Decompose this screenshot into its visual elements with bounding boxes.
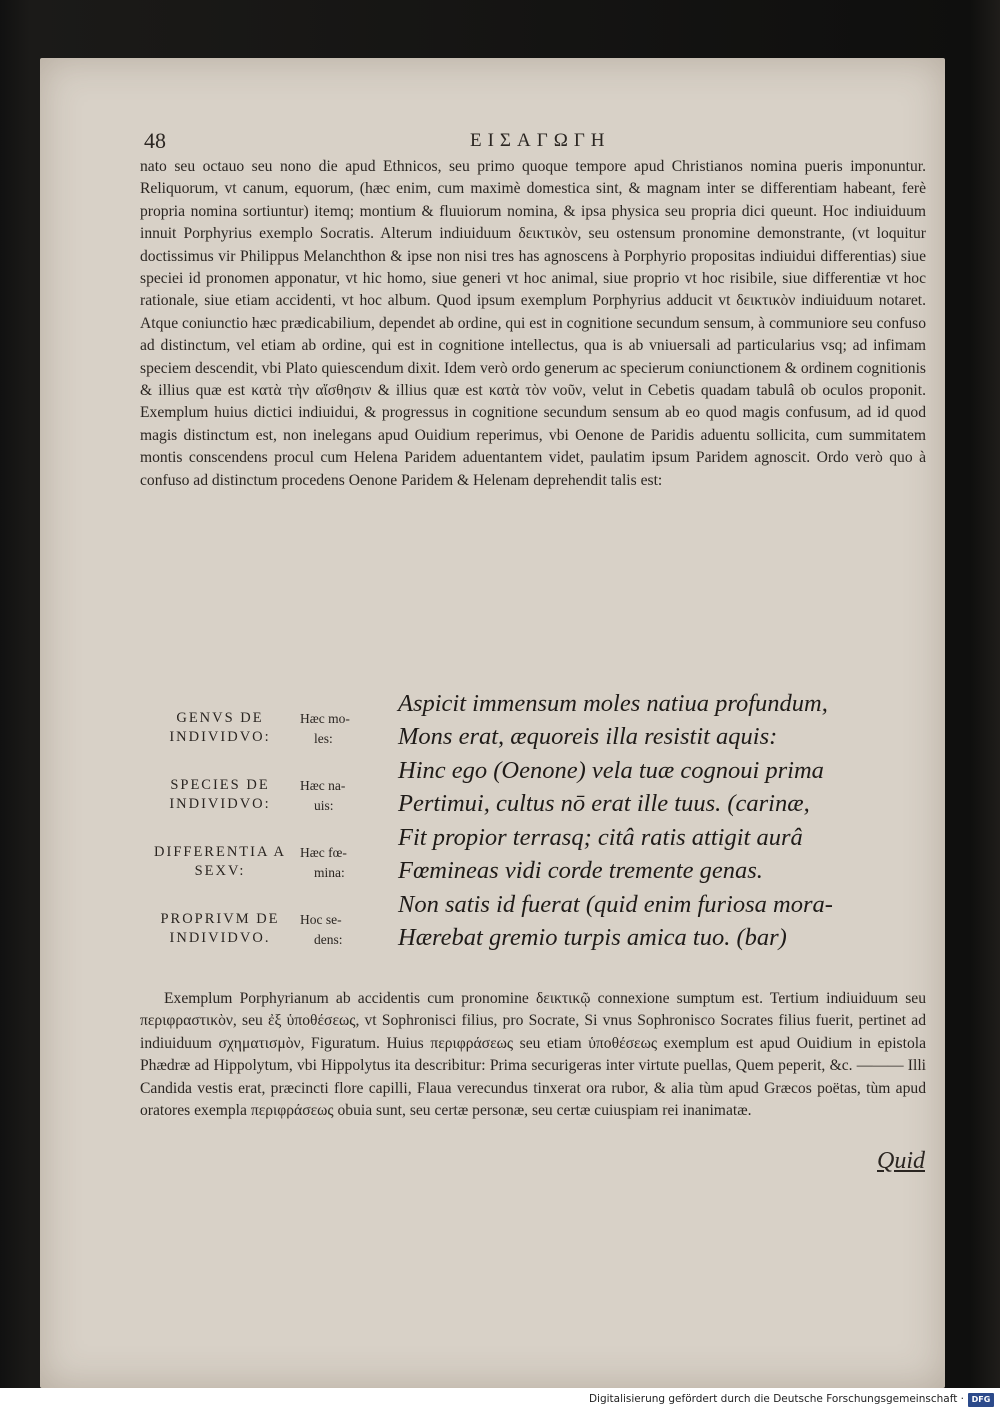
verse-line: Fœmineas vidi corde tremente genas.: [398, 857, 763, 884]
verse-subject-part-a: Hæc mo-: [300, 711, 350, 726]
verse-line: Aspicit immensum moles natiua profundum,: [398, 690, 828, 717]
footer-bar: [0, 1388, 1000, 1412]
verse-label: SPECIES DE INDIVIDVO:: [169, 777, 271, 812]
book-page: [40, 58, 945, 1388]
verse-subject: [300, 910, 392, 950]
running-title: ΕΙΣΑΓΩΓΗ: [470, 130, 611, 151]
verse-table: [140, 683, 926, 951]
verse-row-differentia: [140, 817, 926, 884]
verse-line: Pertimui, cultus nō erat ille tuus. (carinæ,: [398, 790, 810, 817]
verse-line: Non satis id fuerat (quid enim furiosa mora-: [398, 891, 833, 918]
verse-subject-part-b: les:: [314, 731, 333, 746]
verse-subject: [300, 776, 392, 816]
verse-subject-part-a: Hoc se-: [300, 912, 342, 927]
verse-line: Mons erat, æquoreis illa resistit aquis:: [398, 723, 778, 750]
verse-row-proprium: [140, 884, 926, 951]
verse-row-species: [140, 750, 926, 817]
verse-subject-part-b: dens:: [314, 932, 343, 947]
verse-line: Hærebat gremio turpis amica tuo. (bar): [398, 924, 787, 951]
verse-row-genus: [140, 683, 926, 750]
verse-lines: [398, 821, 928, 887]
verse-subject-part-a: Hæc fœ-: [300, 845, 347, 860]
verse-subject-part-a: Hæc na-: [300, 778, 346, 793]
verse-lines: [398, 888, 928, 954]
verse-lines: [398, 754, 928, 820]
catchword: Quid: [877, 1148, 925, 1174]
verse-label: DIFFERENTIA A SEXV:: [154, 844, 286, 879]
verse-subject: [300, 843, 392, 883]
verse-line: Fit propior terrasq; citâ ratis attigit aurâ: [398, 824, 803, 851]
page-text-block: [140, 58, 925, 1388]
verse-subject-part-b: mina:: [314, 865, 345, 880]
verse-label: GENVS DE INDIVIDVO:: [169, 710, 271, 745]
footer-credit-text: Digitalisierung gefördert durch die Deutsche Forschungsgemeinschaft ·: [588, 1393, 964, 1405]
running-head: [140, 128, 925, 158]
body-paragraph: nato seu octauo seu nono die apud Ethnicos, seu primo quoque tempore apud Christianos nomina pueris imponuntur. Reliquorum, vt canum, equorum, (hæc enim, cum maximè domestica sint, & magnam inter se differentiam habeant, ferè propria nomina sortiuntur) itemq; montium & fluuiorum nomina, & ipsa physica seu propria dici queunt. Hoc indiuiduum innuit Porphyrius exemplo Socratis. Alterum indiuiduum δεικτικὸν, seu ostensum pronomine demonstrante, (vt loquitur doctissimus vir Philippus Melanchthon & ipse non nisi tres has agnoscens à Porphyrio propositas indiuidui differentias) siue speciei id pronomen apponatur, vt hic homo, siue generi vt hoc animal, siue proprio vt hoc risibile, siue differentiæ vt hoc rationale, siue etiam accidenti, vt hoc album. Quod ipsum exemplum Porphyrius adducit vt δεικτικὸν indiuiduum notaret. Atque coniunctio hæc prædicabilium, dependet ab ordine, qui est in cognitione secundum sensum, à communiore seu confuso ad distinctum, vel etiam ab ordine, qui est in cognitione intellectus, qua is ab vniuersali ad particularius vsq; ad infimam speciem descendit, vbi Plato quiescendum dixit. Idem verò ordo generum ac specierum coniunctionem & ordinem cognitionis & illius quæ est κατὰ τὴν αἴσθησιν & illius quæ est κατὰ τὸν νοῦν, velut in Cebetis quadam tabulâ ob oculos proponit. Exemplum huius dictici indiuidui, & progressus in cognitione secundum sensum ab eo quod magis confusum, ad id quod magis distinctum est, non inelegans apud Ouidium reperimus, vbi Oenone de Paridis aduentu sollicita, cum summitatem montis conscendens procul cum Helena Paridem aduentantem videt, paulatim ipsum Paridem agnoscit. Ordo verò quo à confuso ad distinctum procedens Oenone Paridem & Helenam deprehendit talis est:: [140, 158, 926, 489]
verse-lines: [398, 687, 928, 753]
verse-line: Hinc ego (Oenone) vela tuæ cognoui prima: [398, 757, 824, 784]
verse-subject-part-b: uis:: [314, 798, 334, 813]
verse-label: PROPRIVM DE INDIVIDVO.: [160, 911, 280, 946]
dfg-logo-icon: DFG: [968, 1393, 994, 1407]
closing-paragraph: Exemplum Porphyrianum ab accidentis cum pronomine δεικτικῷ connexione sumptum est. Tertium indiuiduum seu περιφραστικὸν, seu ἐξ ὑποθέσεως, vt Sophronisci filius, pro Socrate, Si vnus Sophronisco Socrates filius fuerit, pertinet ad indiuiduum σχηματισμὸν, Figuratum. Huius περιφράσεως seu etiam ὑποθέσεως exemplum est apud Ouidium in epistola Phædræ ad Hippolytum, vbi Hippolytus ita describitur: Prima securigeras inter virtute puellas, Quem peperit, &c. ——— Illi Candida vestis erat, præcincti flore capilli, Flaua verecundus tinxerat ora rubor, & alia tùm apud Græcos poëtas, tùm apud oratores exempla περιφράσεως obuia sunt, seu certæ personæ, seu certæ cuiuspiam rei inanimatæ.: [140, 990, 926, 1120]
verse-subject: [300, 709, 392, 749]
page-number: 48: [144, 128, 166, 153]
